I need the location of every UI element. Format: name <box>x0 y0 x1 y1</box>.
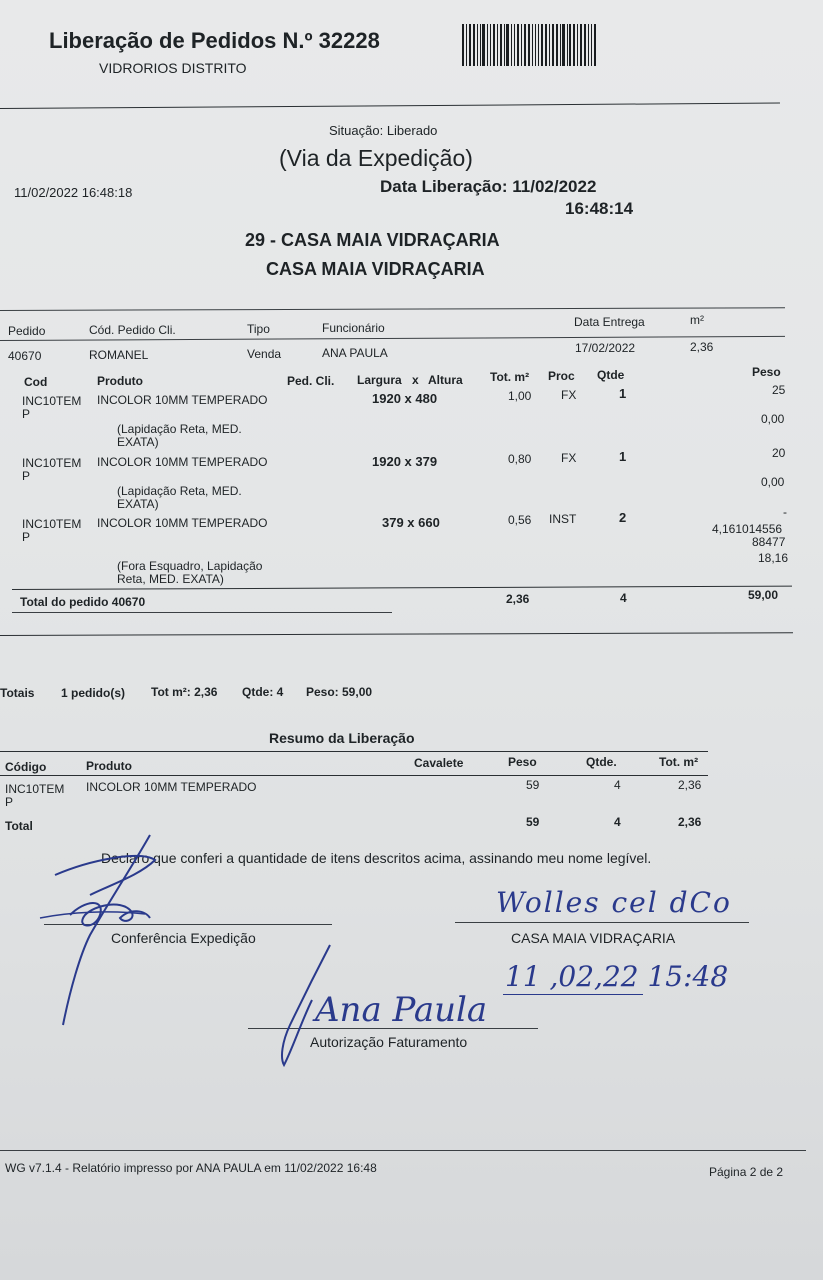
item-proc: FX <box>561 388 577 402</box>
value-tipo: Venda <box>247 347 282 361</box>
total-top-line <box>12 586 792 590</box>
col-proc: Proc <box>548 369 575 383</box>
situacao: Situação: Liberado <box>329 123 438 138</box>
resumo-col-qtde: Qtde. <box>586 755 617 769</box>
item-peso-2: 0,00 <box>761 475 785 489</box>
resumo-total-qtde: 4 <box>614 815 621 829</box>
item-qtde: 2 <box>619 510 627 525</box>
value-cod-cli: ROMANEL <box>89 348 149 362</box>
resumo-top-line <box>0 751 708 752</box>
header-divider <box>0 103 780 109</box>
item-obs: (Lapidação Reta, MED. <box>117 484 242 498</box>
resumo-row-produto: INCOLOR 10MM TEMPERADO <box>86 780 257 794</box>
resumo-row-cod: INC10TEM <box>5 782 65 796</box>
label-tipo: Tipo <box>247 322 270 336</box>
order-top-line <box>0 307 785 311</box>
label-conferencia: Conferência Expedição <box>111 930 256 946</box>
print-datetime: 11/02/2022 16:48:18 <box>14 185 133 200</box>
handwritten-client-signature: Wolles cel dCo <box>496 886 732 919</box>
item-peso-2: 18,16 <box>758 551 789 565</box>
col-x: x <box>412 373 419 387</box>
item-obs-2: Reta, MED. EXATA) <box>117 572 224 586</box>
barcode <box>462 24 598 66</box>
resumo-row-peso: 59 <box>526 778 540 792</box>
item-proc: INST <box>549 512 577 526</box>
item-cod-suffix: P <box>22 530 31 544</box>
order-total-peso: 59,00 <box>748 588 779 602</box>
col-cod: Cod <box>24 375 48 389</box>
value-m2: 2,36 <box>690 340 714 354</box>
totais-qtde: Qtde: 4 <box>242 685 284 699</box>
item-dims: 379 x 660 <box>382 515 440 530</box>
totais-label: Totais <box>0 686 35 700</box>
client-line-2: CASA MAIA VIDRAÇARIA <box>266 259 485 279</box>
col-tot: Tot. m² <box>490 370 530 384</box>
total-bottom-line <box>12 612 392 613</box>
item-cod-suffix: P <box>22 469 31 483</box>
section-divider <box>0 632 793 636</box>
item-dims: 1920 x 379 <box>372 454 438 469</box>
item-cod: INC10TEM <box>22 456 82 470</box>
col-produto: Produto <box>97 374 143 388</box>
resumo-total-label: Total <box>5 819 33 833</box>
item-qtde: 1 <box>619 386 627 401</box>
item-obs-2: EXATA) <box>117 497 159 511</box>
handwritten-date: 11 ,02,22 15:48 <box>505 960 729 993</box>
totais-peso: Peso: 59,00 <box>306 685 373 699</box>
item-proc: FX <box>561 451 577 465</box>
item-produto: INCOLOR 10MM TEMPERADO <box>97 455 268 469</box>
conferencia-signature-scribble <box>30 830 200 1030</box>
resumo-total-peso: 59 <box>526 815 540 829</box>
item-peso-2: 0,00 <box>761 412 785 426</box>
item-cod: INC10TEM <box>22 517 82 531</box>
col-altura: Altura <box>428 373 463 387</box>
col-ped-cli: Ped. Cli. <box>287 374 335 388</box>
resumo-col-cavalete: Cavalete <box>414 756 464 770</box>
order-total-label: Total do pedido 40670 <box>20 595 146 609</box>
totais-tot-m2: Tot m²: 2,36 <box>151 685 218 699</box>
company-name: VIDRORIOS DISTRITO <box>99 60 247 76</box>
data-liberacao: Data Liberação: 11/02/2022 <box>380 177 597 196</box>
order-total-tot: 2,36 <box>506 592 530 606</box>
resumo-row-cod-suffix: P <box>5 795 14 809</box>
value-pedido: 40670 <box>8 349 42 363</box>
item-produto: INCOLOR 10MM TEMPERADO <box>97 516 268 530</box>
value-data-entrega: 17/02/2022 <box>575 341 636 355</box>
item-cod: INC10TEM <box>22 394 82 408</box>
resumo-col-peso: Peso <box>508 755 537 769</box>
label-funcionario: Funcionário <box>322 321 385 335</box>
handwritten-date-underline <box>503 994 643 995</box>
data-liberacao-time: 16:48:14 <box>565 199 634 218</box>
resumo-row-qtde: 4 <box>614 778 621 792</box>
item-qtde: 1 <box>619 449 627 464</box>
item-peso: 4,161014556 <box>712 522 783 536</box>
document-title: Liberação de Pedidos N.º 32228 <box>49 28 380 53</box>
order-total-qtde: 4 <box>620 591 627 605</box>
resumo-row-tot: 2,36 <box>678 778 702 792</box>
item-produto: INCOLOR 10MM TEMPERADO <box>97 393 268 407</box>
label-autorizacao: Autorização Faturamento <box>310 1034 468 1050</box>
signature-line-cliente <box>455 922 749 923</box>
label-cliente: CASA MAIA VIDRAÇARIA <box>511 930 676 946</box>
value-funcionario: ANA PAULA <box>322 346 388 360</box>
via-expedicao: (Via da Expedição) <box>279 145 473 171</box>
footer-line <box>0 1150 806 1151</box>
resumo-col-tot: Tot. m² <box>659 755 699 769</box>
label-cod-cli: Cód. Pedido Cli. <box>89 323 176 337</box>
label-pedido: Pedido <box>8 324 46 338</box>
item-obs: (Lapidação Reta, MED. <box>117 422 242 436</box>
resumo-header-line <box>0 775 708 776</box>
client-line-1: 29 - CASA MAIA VIDRAÇARIA <box>245 230 500 250</box>
item-tot: 0,56 <box>508 513 532 527</box>
item-peso: 20 <box>772 446 786 460</box>
item-cod-suffix: P <box>22 407 31 421</box>
item-tot: 1,00 <box>508 389 532 403</box>
item-dims: 1920 x 480 <box>372 391 438 406</box>
item-tot: 0,80 <box>508 452 532 466</box>
item-obs-2: EXATA) <box>117 435 159 449</box>
col-qtde: Qtde <box>597 368 625 382</box>
handwritten-auth-signature: Ana Paula <box>315 990 488 1030</box>
resumo-total-tot: 2,36 <box>678 815 702 829</box>
resumo-col-codigo: Código <box>5 760 47 774</box>
resumo-col-produto: Produto <box>86 759 132 773</box>
declaration-text: Declaro que conferi a quantidade de itens descritos acima, assinando meu nome legível. <box>101 850 652 866</box>
item-peso-dash: - <box>783 505 787 519</box>
item-peso-cont: 88477 <box>752 535 786 549</box>
label-m2: m² <box>690 313 704 327</box>
label-data-entrega: Data Entrega <box>574 315 645 329</box>
totais-pedidos: 1 pedido(s) <box>61 686 126 700</box>
autorizacao-signature-scribble <box>272 940 362 1070</box>
footer-page-number: Página 2 de 2 <box>709 1165 784 1179</box>
footer-printed-by: WG v7.1.4 - Relatório impresso por ANA PAULA em 11/02/2022 16:48 <box>5 1161 377 1175</box>
resumo-title: Resumo da Liberação <box>269 730 415 746</box>
col-peso: Peso <box>752 365 781 379</box>
item-obs: (Fora Esquadro, Lapidação <box>117 559 263 573</box>
item-peso: 25 <box>772 383 786 397</box>
col-largura: Largura <box>357 373 402 387</box>
